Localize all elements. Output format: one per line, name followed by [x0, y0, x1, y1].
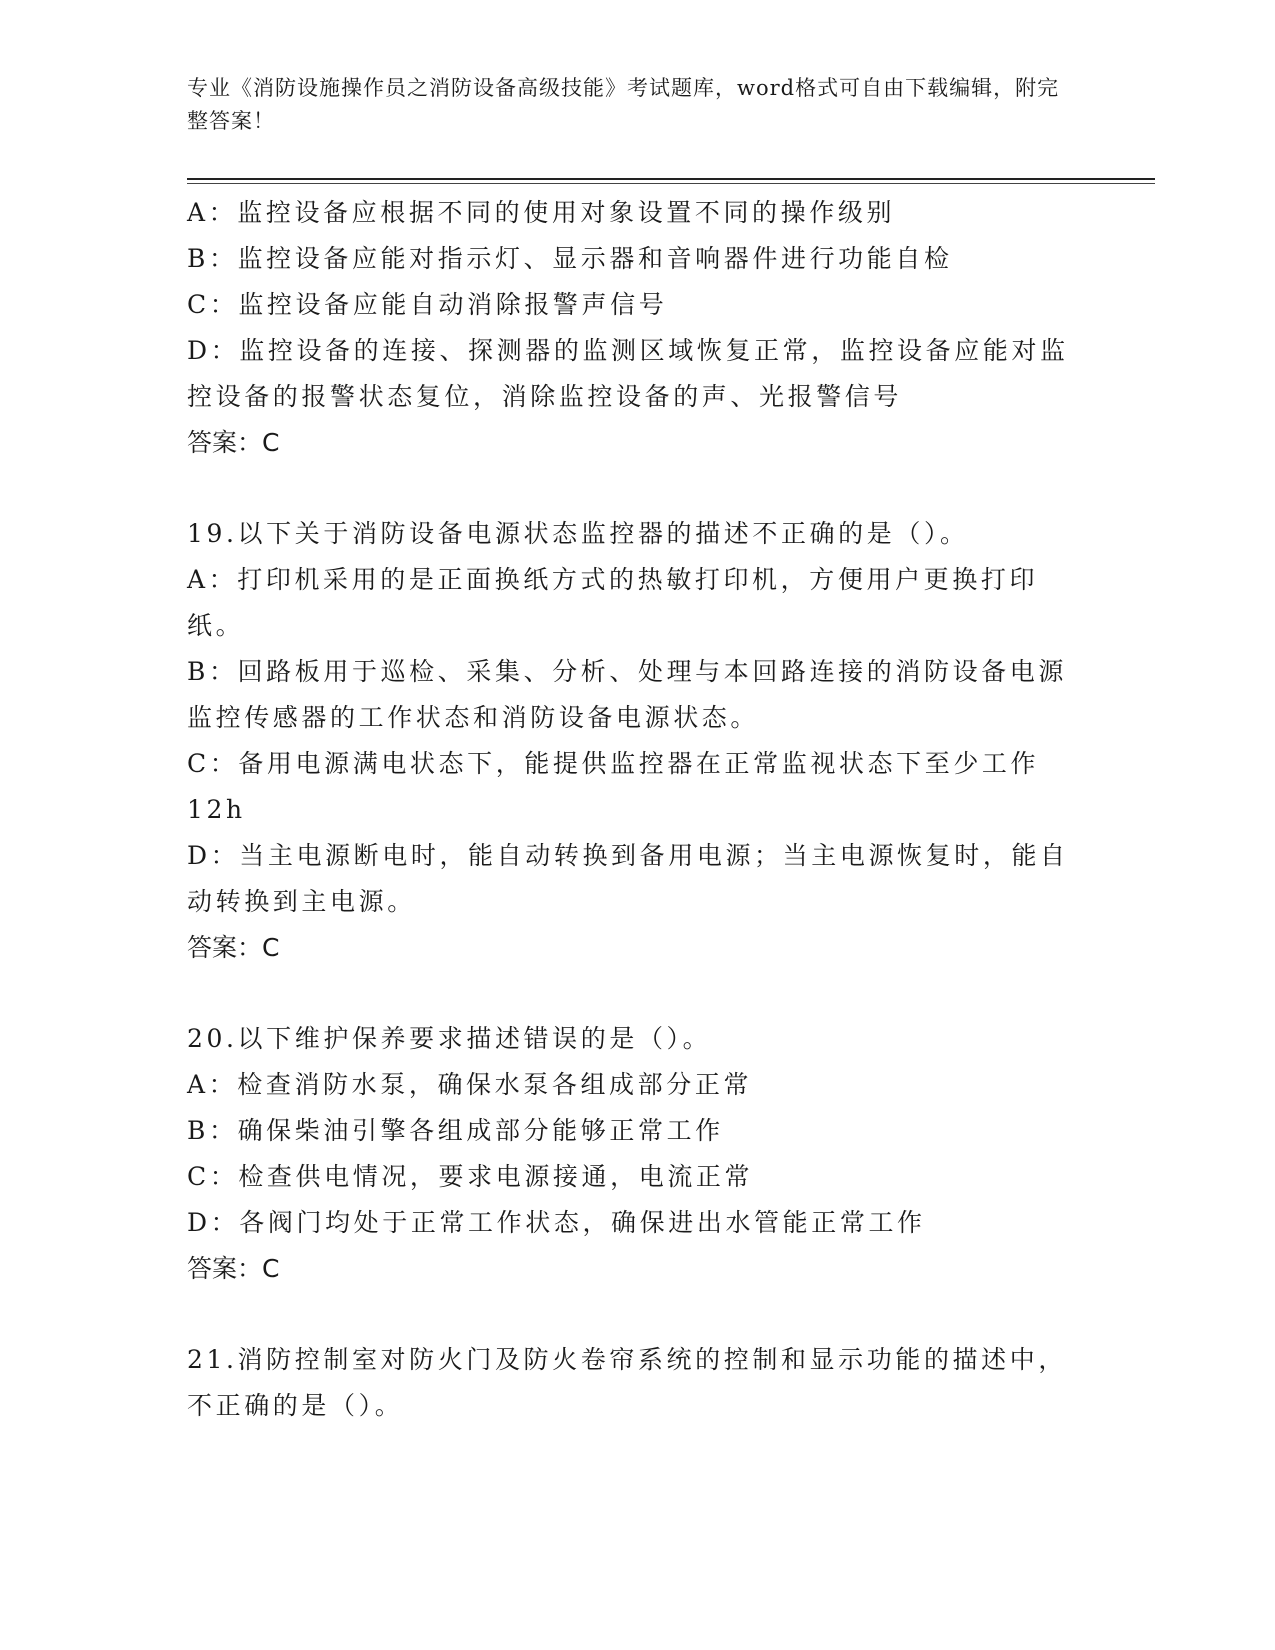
option-c: C：检查供电情况，要求电源接通，电流正常: [187, 1162, 754, 1191]
option-b: B：监控设备应能对指示灯、显示器和音响器件进行功能自检: [187, 244, 953, 273]
block-spacer: [187, 971, 1082, 1016]
answer-line: 答案：C: [187, 933, 280, 962]
page-header: 专业《消防设施操作员之消防设备高级技能》考试题库，word格式可自由下载编辑，附完整答案！: [187, 76, 1060, 133]
question-block-19: [187, 511, 1082, 971]
option-a: A：检查消防水泵，确保水泵各组成部分正常: [187, 1070, 753, 1099]
option-b: B：确保柴油引擎各组成部分能够正常工作: [187, 1116, 724, 1145]
answer-line: 答案：C: [187, 1254, 280, 1283]
question-text: 20.以下维护保养要求描述错误的是（）。: [187, 1024, 712, 1053]
block-spacer: [187, 466, 1082, 511]
option-b: B：回路板用于巡检、采集、分析、处理与本回路连接的消防设备电源监控传感器的工作状态和消防设备电源状态。: [187, 657, 1067, 732]
option-a: A：监控设备应根据不同的使用对象设置不同的操作级别: [187, 198, 896, 227]
question-text: 21.消防控制室对防火门及防火卷帘系统的控制和显示功能的描述中，不正确的是（）。: [187, 1345, 1067, 1420]
block-spacer: [187, 1292, 1082, 1337]
header-rule-thin: [187, 183, 1155, 184]
question-block-20: [187, 1016, 1082, 1292]
option-c: C：备用电源满电状态下，能提供监控器在正常监视状态下至少工作12h: [187, 749, 1040, 824]
option-c: C：监控设备应能自动消除报警声信号: [187, 290, 668, 319]
header-rule-thick: [187, 178, 1155, 180]
question-block-21: [187, 1337, 1082, 1429]
option-d: D：当主电源断电时，能自动转换到备用电源；当主电源恢复时，能自动转换到主电源。: [187, 841, 1069, 916]
answer-line: 答案：C: [187, 428, 280, 457]
option-d: D：监控设备的连接、探测器的监测区域恢复正常，监控设备应能对监控设备的报警状态复位，消除监控设备的声、光报警信号: [187, 336, 1069, 411]
option-a: A：打印机采用的是正面换纸方式的热敏打印机，方便用户更换打印纸。: [187, 565, 1039, 640]
question-content: [187, 190, 1082, 1429]
option-d: D：各阀门均处于正常工作状态，确保进出水管能正常工作: [187, 1208, 926, 1237]
question-block-18: [187, 190, 1082, 466]
question-text: 19.以下关于消防设备电源状态监控器的描述不正确的是（）。: [187, 519, 969, 548]
